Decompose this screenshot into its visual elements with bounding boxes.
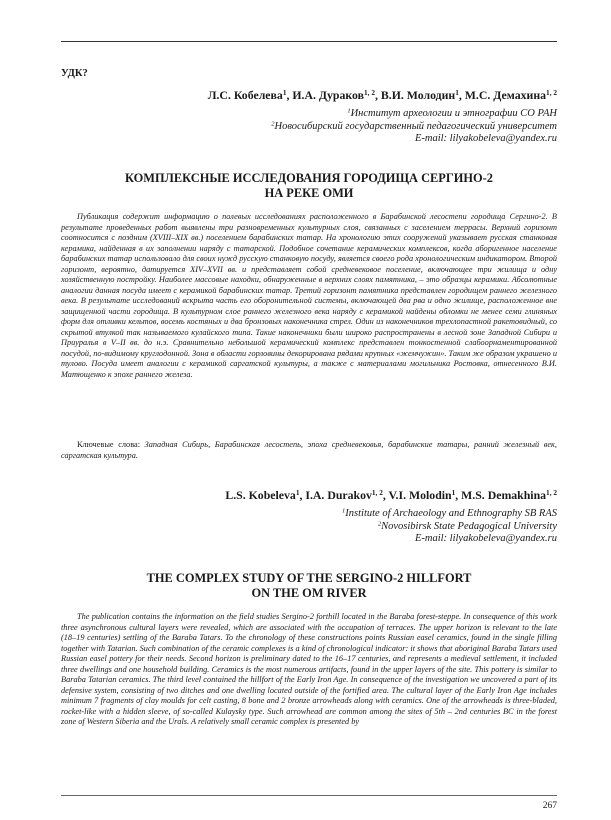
author-sup: 1, 2 — [546, 87, 557, 97]
affiliations-en — [61, 508, 557, 546]
author-name: L.S. Kobeleva — [225, 488, 296, 502]
affiliation: $^1$Institute of Archaeology and Ethnography SB RAS — [342, 507, 557, 519]
author-sup: 1 — [282, 87, 287, 97]
author-name: И.А. Дураков — [292, 88, 365, 102]
author-name: М.С. Демахина — [464, 88, 547, 102]
keywords-label: Ключевые слова: — [77, 440, 140, 449]
title-en: THE COMPLEX STUDY OF THE SERGINO-2 HILLFORT ON THE OM RIVER — [146, 571, 472, 600]
author-sup: 1 — [455, 87, 459, 97]
author-sup: 1, 2 — [371, 487, 383, 497]
author-name: Л.С. Кобелева — [207, 88, 283, 102]
authors-ru: Л.С. Кобелева$^1$, И.А. Дураков$^{1, 2}$, В.И. Молодин$^1$, М.С. Демахина$^{1, 2}$ — [207, 87, 557, 102]
author-name: В.И. Молодин — [380, 88, 456, 102]
title-ru: КОМПЛЕКСНЫЕ ИССЛЕДОВАНИЯ ГОРОДИЩА СЕРГИНО-2 НА РЕКЕ ОМИ — [124, 171, 493, 200]
author-sup: 1 — [451, 487, 456, 497]
author-sup: 1, 2 — [546, 487, 557, 497]
page-number: 267 — [542, 801, 557, 811]
keywords-text: Западная Сибирь, Барабинская лесостепь, эпоха средневековья, барабинские татары, ранний железный век, саргатская культура. — [61, 440, 557, 460]
affiliation: $^2$Novosibirsk State Pedagogical University — [377, 519, 557, 532]
abstract-ru — [61, 212, 557, 380]
author-sup: 1, 2 — [364, 87, 375, 97]
affiliation: $^1$Институт археологии и этнографии СО РАН — [347, 107, 557, 119]
author-name: I.A. Durakov — [305, 488, 372, 502]
affiliation: $^2$Новосибирский государственный педагогический университет — [271, 119, 557, 132]
author-sup: 1 — [295, 487, 300, 497]
abstract-text: Публикация содержит информацию о полевых исследованиях расположенного в Барабинской лесостепи городища Сергино-2. В результате проведенных работ выявлены три разновременных культурных слоя, связанных с заселением террасы. Верхний горизонт соотносится с поздним (XVIII–XIX вв.) поселением барабинских татар. На хронологию этих сооружений указывает русская станковая керамика, найденная в их заполнении наряду с татарской. Подобное сочетание керамических комплексов, когда аборигенное население барабинских татар использовало для своих нужд русскую станковую посуду, является своего рода хронологическим индикатором. Второй горизонт, вероятно, датируется XIV–XVII вв. и представляет собой средневековое поселение, включающее три жилища и одну хозяйственную постройку. Наиболее массовые находки, обнаруженные в верхних слоях памятника, – это образцы керамики. Абсолютные аналогии данная посуда имеет с керамикой барабинских татар. Третий горизонт памятника представлен городищем раннего железного века. В результате исследований вскрыта часть его оборонительной системы, включающей два рва и одно жилище, расположенное вне защищенной части городища. В культурном слое раннего железного века наряду с керамикой найдены обломки не менее семи глиняных форм для отливки кельтов, восемь костяных и два бронзовых наконечника стрел. Один из наконечников трехлопастной ракетовидный, со скрытой втулкой так называемого кулайского типа. Такие наконечники были широко распространены в лесной зоне Западной Сибири и Приуралья в V–II вв. до н.э. Сравнительно небольшой керамический комплекс представлен тонкостенной слабоорнаментированной посудой, по-видимому круглодонной. Зона в области горловины декорирована рядами крупных «жемчужин». Таким же образом украшено и тулово. Посуда имеет аналогии с керамикой саргатской культуры, а также с материалами могильника Ростовка, отнесенного В.И. Матющенко к эпохе раннего железа. — [61, 212, 557, 379]
email: E-mail: lilyakobeleva@yandex.ru — [414, 133, 557, 144]
keywords-ru — [61, 440, 557, 461]
author-name: M.S. Demakhina — [461, 488, 547, 502]
affiliations-ru — [61, 108, 557, 146]
udc-label: УДК? — [61, 68, 88, 79]
footer-rule — [61, 795, 557, 796]
author-name: V.I. Molodin — [388, 488, 452, 502]
abstract-text: The publication contains the information on the field studies Sergino-2 forthill located in the Baraba forest-steppe. In consequence of this work three asynchronous cultural layers were revealed, which are associated with the occupation of terraces. The upper horizon is relevant to the late (18–19 centuries) settling of the Baraba Tatars. To the chronology of these constructions points Russian easel ceramics, found in the single filling together with Tatarian. Such combination of the ceramic complexes is a kind of chronological indicator: it shows that aboriginal Baraba Tatars used Russian easel pottery for their needs. Second horizon is preliminary dated to the 16–17 centuries, and represents a medieval settlement, it included three dwellings and one household building. Ceramics is the most numerous artifacts, found in the upper layers of the site. This pottery is similar to Baraba Tatarian ceramics. The third level contained the hillfort of the Early Iron Age. In consequence of the investigation we uncovered a part of its defensive system, consisting of two ditches and one dwelling located outside of the fortified area. The cultural layer of the Early Iron Age includes minimum 7 fragments of clay moulds for celt casting, 8 bone and 2 bronze arrowheads along with ceramics. One of the arrowheads is three-bladed, rocket-like with a hidden sleeve, of so-called Kulaysky type. Such arrowhead are common among the sites of 5th – 2nd centuries BC in the forest zone of Western Siberia and the Urals. A relatively small ceramic complex is presented by — [61, 612, 557, 726]
abstract-en — [61, 612, 557, 728]
header-rule — [61, 41, 557, 42]
email: E-mail: lilyakobeleva@yandex.ru — [414, 533, 557, 544]
authors-en: L.S. Kobeleva$^1$, I.A. Durakov$^{1, 2}$, V.I. Molodin$^1$, M.S. Demakhina$^{1, 2}$ — [225, 487, 557, 502]
